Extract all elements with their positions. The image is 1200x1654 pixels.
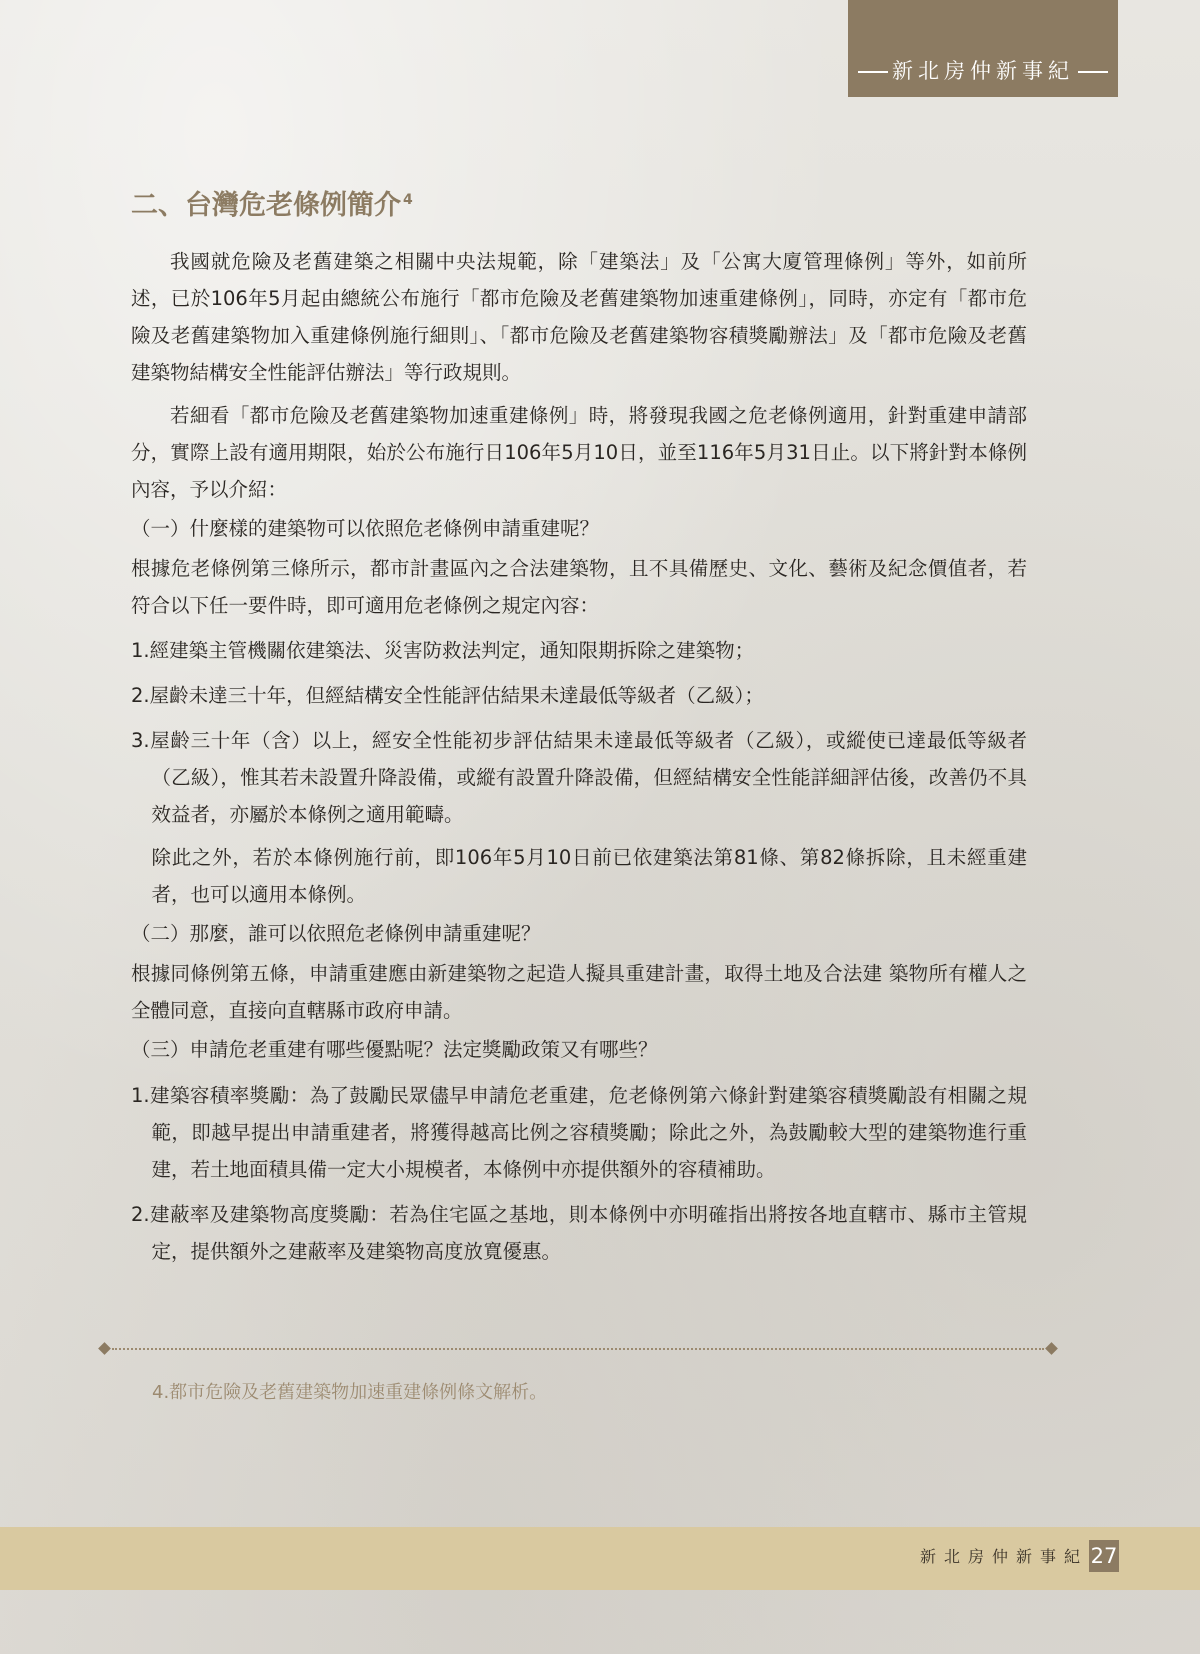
divider-dotted-line	[112, 1348, 1044, 1350]
header-tab	[848, 0, 1118, 97]
header-title-text: 新北房仲新事紀	[892, 59, 1074, 83]
list-item: 3.屋齡三十年（含）以上，經安全性能初步評估結果未達最低等級者（乙級），或縱使已達最低等級者（乙級），惟其若未設置升降設備，或縱有設置升降設備，但經結構安全性能詳細評估後，改善仍不具效益者，亦屬於本條例之適用範疇。	[131, 729, 1027, 826]
divider-diamond-right	[1045, 1342, 1058, 1355]
question-heading-3: （三）申請危老重建有哪些優點呢？法定獎勵政策又有哪些？	[131, 1038, 658, 1061]
paragraph-scope: 若細看「都市危險及老舊建築物加速重建條例」時，將發現我國之危老條例適用，針對重建申請部分，實際上設有適用期限，始於公布施行日106年5月10日，並至116年5月31日止。以下將針對本條例內容，予以介紹：	[131, 404, 1027, 501]
question-heading-1: （一）什麼樣的建築物可以依照危老條例申請重建呢？	[131, 517, 600, 540]
list-item: 1.經建築主管機關依建築法、災害防救法判定，通知限期拆除之建築物；	[131, 639, 755, 662]
footnote-reference: 4	[403, 192, 413, 208]
footer-band	[0, 1527, 1200, 1590]
article-body	[131, 175, 1027, 1270]
section-title-text: 二、台灣危老條例簡介	[131, 190, 401, 221]
question-heading-2: （二）那麼，誰可以依照危老條例申請重建呢？	[131, 922, 541, 945]
header-rule-left	[858, 71, 888, 73]
list-supplement: 除此之外，若於本條例施行前，即106年5月10日前已依建築法第81條、第82條拆除，且未經重建者，也可以適用本條例。	[151, 846, 1027, 906]
list-item: 1.建築容積率獎勵：為了鼓勵民眾儘早申請危老重建，危老條例第六條針對建築容積獎勵設有相關之規範，即越早提出申請重建者，將獲得越高比例之容積獎勵；除此之外，為鼓勵較大型的建築物進行重建，若土地面積具備一定大小規模者，本條例中亦提供額外的容積補助。	[131, 1084, 1027, 1181]
list-item: 2.建蔽率及建築物高度獎勵：若為住宅區之基地，則本條例中亦明確指出將按各地直轄市、縣市主管規定，提供額外之建蔽率及建築物高度放寬優惠。	[131, 1203, 1027, 1263]
paragraph-intro: 我國就危險及老舊建築之相關中央法規範，除「建築法」及「公寓大廈管理條例」等外，如前所述，已於106年5月起由總統公布施行「都市危險及老舊建築物加速重建條例」，同時，亦定有「都市危險及老舊建築物加入重建條例施行細則」、「都市危險及老舊建築物容積獎勵辦法」及「都市危險及老舊建築物結構安全性能評估辦法」等行政規則。	[131, 250, 1027, 384]
header-title	[848, 55, 1118, 85]
header-rule-right	[1078, 71, 1108, 73]
question-1-body: 根據危老條例第三條所示，都市計畫區內之合法建築物，且不具備歷史、文化、藝術及紀念價值者，若符合以下任一要件時，即可適用危老條例之規定內容：	[131, 557, 1027, 617]
footer-title: 新北房仲新事紀	[919, 1547, 1088, 1566]
footnote-divider	[100, 1342, 1056, 1356]
page-number: 27	[1089, 1540, 1119, 1572]
question-2-body: 根據同條例第五條，申請重建應由新建築物之起造人擬具重建計畫，取得土地及合法建 築物所有權人之全體同意，直接向直轄縣市政府申請。	[131, 962, 1027, 1022]
section-title	[131, 175, 1027, 231]
divider-diamond-left	[98, 1342, 111, 1355]
list-item: 2.屋齡未達三十年，但經結構安全性能評估結果未達最低等級者（乙級）；	[131, 684, 764, 707]
footnote: 4.都市危險及老舊建築物加速重建條例條文解析。	[152, 1382, 548, 1403]
